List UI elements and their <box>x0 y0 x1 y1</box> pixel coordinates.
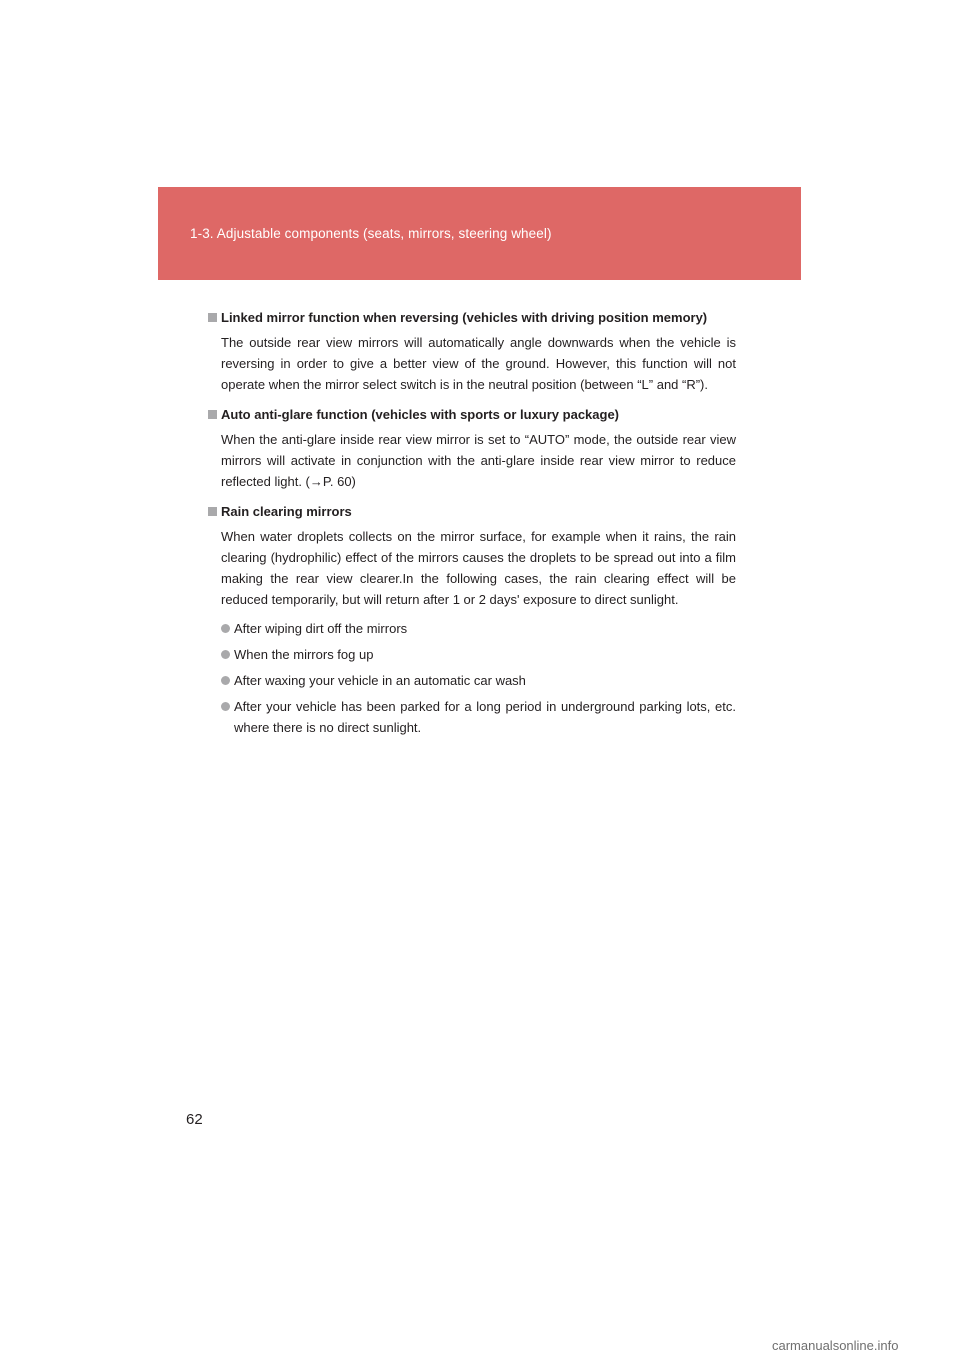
section-body: When water droplets collects on the mirror surface, for example when it rains, the rain clearing (hydrophilic) effect of the mirrors causes the droplets to be spread out into a film making the rear view clearer.In the following cases, the rain clearing effect will be reduced temporarily, but will return after 1 or 2 days' exposure to direct sunlight. <box>221 529 736 607</box>
list-item-text: After waxing your vehicle in an automatic car wash <box>234 673 526 688</box>
chapter-header-band <box>158 187 801 280</box>
list-item <box>221 670 736 691</box>
section-rain-clearing <box>208 502 736 738</box>
section-heading <box>208 502 736 522</box>
list-item <box>221 618 736 639</box>
circle-bullet-icon <box>221 676 230 685</box>
chapter-title: 1-3. Adjustable components (seats, mirrors, steering wheel) <box>190 226 552 241</box>
section-heading <box>208 308 736 328</box>
section-body: The outside rear view mirrors will automatically angle downwards when the vehicle is reversing in order to give a better view of the ground. However, this function will not operate when the mirror select switch is in the neutral position (between “L” and “R”). <box>221 335 736 392</box>
watermark: carmanualsonline.info <box>772 1338 899 1353</box>
section-heading-text: Auto anti-glare function (vehicles with sports or luxury package) <box>221 407 620 422</box>
list-item-text: When the mirrors fog up <box>234 647 374 662</box>
section-body: When the anti-glare inside rear view mirror is set to “AUTO” mode, the outside rear view mirrors will activate in conjunction with the anti-glare inside rear view mirror to reduce reflected light. (→P. 60) <box>221 432 736 489</box>
list-item <box>221 644 736 665</box>
list-item <box>221 696 736 738</box>
section-auto-anti-glare <box>208 405 736 492</box>
section-linked-mirror <box>208 308 736 395</box>
section-heading-text: Rain clearing mirrors <box>221 504 352 519</box>
square-bullet-icon <box>208 313 217 322</box>
circle-bullet-icon <box>221 650 230 659</box>
section-heading <box>208 405 736 425</box>
circle-bullet-icon <box>221 624 230 633</box>
circle-bullet-icon <box>221 702 230 711</box>
list-item-text: After your vehicle has been parked for a long period in underground parking lots, etc. where there is no direct sunlight. <box>234 699 736 735</box>
list-item-text: After wiping dirt off the mirrors <box>234 621 408 636</box>
square-bullet-icon <box>208 410 217 419</box>
bullet-list <box>221 618 736 738</box>
page-number: 62 <box>186 1111 203 1128</box>
square-bullet-icon <box>208 507 217 516</box>
page-content <box>208 308 736 748</box>
section-heading-text: Linked mirror function when reversing (vehicles with driving position memory) <box>221 310 708 325</box>
